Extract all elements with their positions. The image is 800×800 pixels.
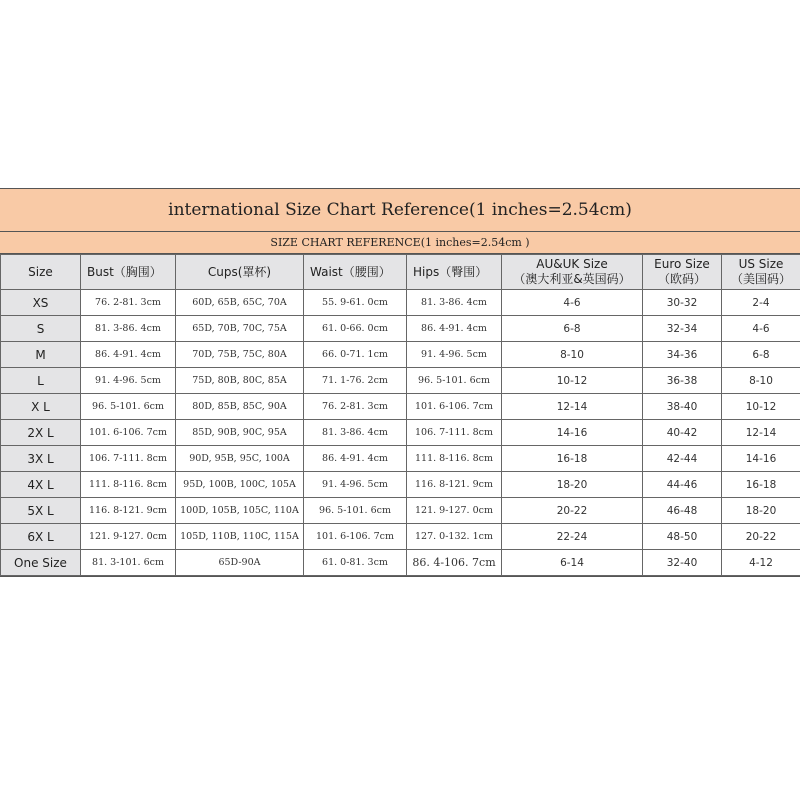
au-uk-cell: 16-18 (502, 446, 643, 472)
bust-cell: 111. 8-116. 8cm (81, 472, 176, 498)
us-cell: 14-16 (722, 446, 800, 472)
cups-cell: 65D-90A (176, 550, 304, 576)
bust-cell: 91. 4-96. 5cm (81, 368, 176, 394)
table-row (1, 472, 800, 498)
hips-cell: 111. 8-116. 8cm (407, 446, 502, 472)
euro-cell: 30-32 (643, 290, 722, 316)
euro-cell: 42-44 (643, 446, 722, 472)
header-row (1, 255, 800, 290)
waist-cell: 86. 4-91. 4cm (304, 446, 407, 472)
table-row (1, 316, 800, 342)
bust-cell: 121. 9-127. 0cm (81, 524, 176, 550)
table-row (1, 524, 800, 550)
table-row (1, 368, 800, 394)
size-cell: 4X L (1, 472, 81, 498)
chart-subtitle: SIZE CHART REFERENCE(1 inches=2.54cm ) (0, 232, 800, 254)
hips-cell: 121. 9-127. 0cm (407, 498, 502, 524)
size-cell: S (1, 316, 81, 342)
header-euro (643, 255, 722, 290)
hips-cell: 101. 6-106. 7cm (407, 394, 502, 420)
us-cell: 2-4 (722, 290, 800, 316)
au-uk-cell: 6-8 (502, 316, 643, 342)
table-row (1, 446, 800, 472)
table-row (1, 550, 800, 576)
header-cups: Cups(罩杯) (176, 255, 304, 290)
cups-cell: 65D, 70B, 70C, 75A (176, 316, 304, 342)
header-bust: Bust（胸围） (81, 255, 176, 290)
us-cell: 4-12 (722, 550, 800, 576)
size-cell: One Size (1, 550, 81, 576)
waist-cell: 61. 0-81. 3cm (304, 550, 407, 576)
us-cell: 6-8 (722, 342, 800, 368)
waist-cell: 61. 0-66. 0cm (304, 316, 407, 342)
header-us-line2: （美国码） (730, 272, 791, 286)
size-table (0, 254, 800, 576)
waist-cell: 101. 6-106. 7cm (304, 524, 407, 550)
waist-cell: 81. 3-86. 4cm (304, 420, 407, 446)
hips-cell: 86. 4-91. 4cm (407, 316, 502, 342)
au-uk-cell: 6-14 (502, 550, 643, 576)
chart-title: international Size Chart Reference(1 inches=2.54cm) (0, 189, 800, 232)
waist-cell: 71. 1-76. 2cm (304, 368, 407, 394)
cups-cell: 75D, 80B, 80C, 85A (176, 368, 304, 394)
size-cell: X L (1, 394, 81, 420)
bust-cell: 106. 7-111. 8cm (81, 446, 176, 472)
header-us-line1: US Size (738, 257, 784, 271)
waist-cell: 55. 9-61. 0cm (304, 290, 407, 316)
au-uk-cell: 18-20 (502, 472, 643, 498)
size-cell: M (1, 342, 81, 368)
us-cell: 16-18 (722, 472, 800, 498)
header-au-uk-line2: （澳大利亚&英国码） (513, 272, 631, 286)
euro-cell: 32-34 (643, 316, 722, 342)
au-uk-cell: 22-24 (502, 524, 643, 550)
au-uk-cell: 12-14 (502, 394, 643, 420)
us-cell: 8-10 (722, 368, 800, 394)
euro-cell: 40-42 (643, 420, 722, 446)
hips-cell: 96. 5-101. 6cm (407, 368, 502, 394)
cups-cell: 105D, 110B, 110C, 115A (176, 524, 304, 550)
table-row (1, 342, 800, 368)
euro-cell: 48-50 (643, 524, 722, 550)
waist-cell: 96. 5-101. 6cm (304, 498, 407, 524)
us-cell: 12-14 (722, 420, 800, 446)
hips-cell: 116. 8-121. 9cm (407, 472, 502, 498)
header-euro-line2: （欧码） (657, 272, 706, 286)
cups-cell: 95D, 100B, 100C, 105A (176, 472, 304, 498)
bust-cell: 116. 8-121. 9cm (81, 498, 176, 524)
cups-cell: 70D, 75B, 75C, 80A (176, 342, 304, 368)
hips-cell: 81. 3-86. 4cm (407, 290, 502, 316)
size-cell: 5X L (1, 498, 81, 524)
us-cell: 20-22 (722, 524, 800, 550)
cups-cell: 85D, 90B, 90C, 95A (176, 420, 304, 446)
size-cell: 3X L (1, 446, 81, 472)
euro-cell: 46-48 (643, 498, 722, 524)
header-size: Size (1, 255, 81, 290)
bust-cell: 86. 4-91. 4cm (81, 342, 176, 368)
waist-cell: 91. 4-96. 5cm (304, 472, 407, 498)
euro-cell: 34-36 (643, 342, 722, 368)
size-cell: L (1, 368, 81, 394)
table-row (1, 498, 800, 524)
hips-cell: 91. 4-96. 5cm (407, 342, 502, 368)
euro-cell: 32-40 (643, 550, 722, 576)
us-cell: 10-12 (722, 394, 800, 420)
size-chart (0, 188, 800, 577)
euro-cell: 38-40 (643, 394, 722, 420)
header-us (722, 255, 800, 290)
table-row (1, 290, 800, 316)
cups-cell: 60D, 65B, 65C, 70A (176, 290, 304, 316)
header-waist: Waist（腰围） (304, 255, 407, 290)
hips-cell: 86. 4-106. 7cm (407, 550, 502, 576)
au-uk-cell: 20-22 (502, 498, 643, 524)
hips-cell: 127. 0-132. 1cm (407, 524, 502, 550)
au-uk-cell: 10-12 (502, 368, 643, 394)
waist-cell: 76. 2-81. 3cm (304, 394, 407, 420)
header-au-uk-line1: AU&UK Size (536, 257, 608, 271)
hips-cell: 106. 7-111. 8cm (407, 420, 502, 446)
euro-cell: 44-46 (643, 472, 722, 498)
waist-cell: 66. 0-71. 1cm (304, 342, 407, 368)
bust-cell: 101. 6-106. 7cm (81, 420, 176, 446)
bust-cell: 81. 3-101. 6cm (81, 550, 176, 576)
cups-cell: 100D, 105B, 105C, 110A (176, 498, 304, 524)
size-cell: 6X L (1, 524, 81, 550)
bust-cell: 81. 3-86. 4cm (81, 316, 176, 342)
bust-cell: 96. 5-101. 6cm (81, 394, 176, 420)
header-euro-line1: Euro Size (654, 257, 710, 271)
au-uk-cell: 14-16 (502, 420, 643, 446)
header-au-uk (502, 255, 643, 290)
au-uk-cell: 4-6 (502, 290, 643, 316)
cups-cell: 90D, 95B, 95C, 100A (176, 446, 304, 472)
au-uk-cell: 8-10 (502, 342, 643, 368)
header-hips: Hips（臀围） (407, 255, 502, 290)
euro-cell: 36-38 (643, 368, 722, 394)
bust-cell: 76. 2-81. 3cm (81, 290, 176, 316)
us-cell: 4-6 (722, 316, 800, 342)
us-cell: 18-20 (722, 498, 800, 524)
size-cell: XS (1, 290, 81, 316)
table-row (1, 420, 800, 446)
cups-cell: 80D, 85B, 85C, 90A (176, 394, 304, 420)
size-cell: 2X L (1, 420, 81, 446)
table-row (1, 394, 800, 420)
